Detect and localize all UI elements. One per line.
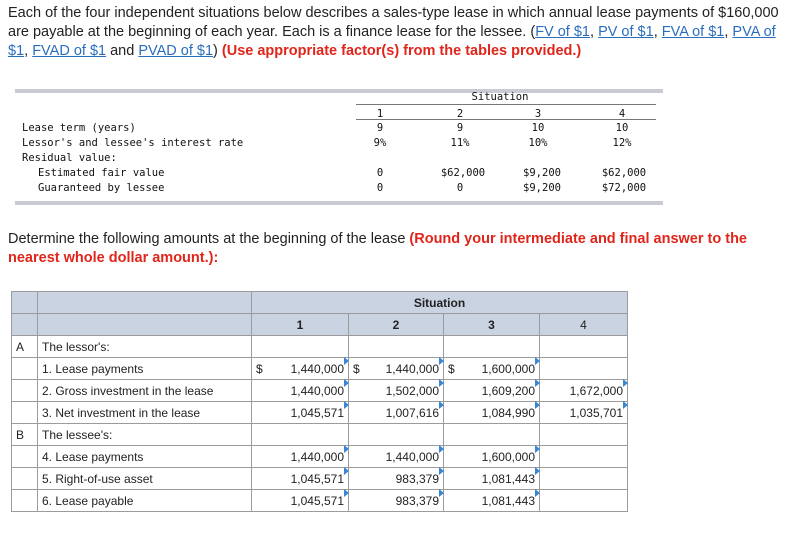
row-label: Estimated fair value: [38, 167, 165, 179]
row-label: Lessor's and lessee's interest rate: [22, 137, 244, 149]
grid-col-header: 4: [540, 314, 628, 336]
grid-col-header: 3: [444, 314, 540, 336]
col-header: 2: [456, 108, 464, 120]
cell: 9: [456, 122, 464, 134]
grid-col-header: 2: [349, 314, 444, 336]
section-title: The lessee's:: [38, 424, 252, 446]
section-title: The lessor's:: [38, 336, 252, 358]
link-pvad[interactable]: PVAD of $1: [138, 43, 214, 59]
grid-col-header: 1: [252, 314, 349, 336]
answer-input[interactable]: 1,609,200: [444, 380, 540, 402]
link-fvad[interactable]: FVAD of $1: [32, 43, 107, 59]
cell: 10: [615, 122, 629, 134]
cell: 9%: [373, 137, 387, 149]
grid-situation-header: Situation: [252, 292, 628, 314]
link-pva[interactable]: PVA of $1: [8, 24, 776, 59]
col-header: 3: [534, 108, 542, 120]
row-label: 2. Gross investment in the lease: [38, 380, 252, 402]
cell: $9,200: [523, 182, 561, 194]
situation-header: Situation: [471, 91, 529, 103]
row-label: 1. Lease payments: [38, 358, 252, 380]
cell: $62,000: [601, 167, 647, 179]
cell: 10: [531, 122, 545, 134]
answer-input[interactable]: 1,672,000: [540, 380, 628, 402]
cell: 10%: [528, 137, 548, 149]
answer-input[interactable]: 983,379: [349, 490, 444, 512]
row-label: 5. Right-of-use asset: [38, 468, 252, 490]
answer-input[interactable]: 1,007,616: [349, 402, 444, 424]
table-top-band: [15, 89, 663, 93]
col-header: 1: [376, 108, 384, 120]
section-letter: B: [12, 424, 38, 446]
row-label: 3. Net investment in the lease: [38, 402, 252, 424]
row-label: Lease term (years): [22, 122, 136, 134]
answer-input[interactable]: 1,502,000: [349, 380, 444, 402]
cell: $72,000: [601, 182, 647, 194]
header-rule: [356, 104, 656, 105]
answer-input[interactable]: 1,440,000: [252, 380, 349, 402]
link-fva[interactable]: FVA of $1: [661, 24, 725, 40]
answer-input[interactable]: 1,045,571: [252, 490, 349, 512]
answer-input[interactable]: 1,440,000: [252, 446, 349, 468]
header-rule: [356, 119, 656, 120]
answer-grid: [11, 291, 628, 512]
cell: 0: [376, 182, 384, 194]
answer-input[interactable]: 1,081,443: [444, 490, 540, 512]
answer-input[interactable]: $ 1,600,000: [444, 358, 540, 380]
row-label: Residual value:: [22, 152, 117, 164]
answer-input[interactable]: 1,084,990: [444, 402, 540, 424]
intro-instruction: (Use appropriate factor(s) from the tables provided.): [221, 43, 582, 59]
answer-input[interactable]: $ 1,440,000: [349, 358, 444, 380]
question-instruction: (Round your intermediate and final answer to the nearest whole dollar amount.):: [8, 231, 747, 266]
section-letter: A: [12, 336, 38, 358]
cell: 0: [456, 182, 464, 194]
intro-text: Each of the four independent situations below describes a sales-type lease in which annual lease payments of $160,000 are payable at the beginning of each year. Each is a finance lease for the lessee. (: [8, 5, 779, 40]
row-label: 4. Lease payments: [38, 446, 252, 468]
answer-input[interactable]: 1,081,443: [444, 468, 540, 490]
cell: 0: [376, 167, 384, 179]
row-label: 6. Lease payable: [38, 490, 252, 512]
cell: $9,200: [523, 167, 561, 179]
cell: 11%: [450, 137, 470, 149]
answer-input[interactable]: 1,440,000: [349, 446, 444, 468]
link-fv[interactable]: FV of $1: [535, 24, 590, 40]
cell: $62,000: [440, 167, 486, 179]
answer-input[interactable]: 1,035,701: [540, 402, 628, 424]
cell: 9: [376, 122, 384, 134]
table-bottom-band: [15, 201, 663, 205]
col-header: 4: [618, 108, 626, 120]
answer-input[interactable]: $ 1,440,000: [252, 358, 349, 380]
answer-input[interactable]: 983,379: [349, 468, 444, 490]
link-pv[interactable]: PV of $1: [598, 24, 654, 40]
intro-paragraph: Each of the four independent situations below describes a sales-type lease in which annual lease payments of $160,000 are payable at the beginning of each year. Each is a finance lease for the lessee. (FV of $1, PV of $1, FVA of $1, PVA of $1, FVAD of $1 and PVAD of $1) (Use appropriate factor(s) from the tables provided.): [8, 5, 779, 59]
answer-input[interactable]: 1,045,571: [252, 402, 349, 424]
answer-input[interactable]: 1,045,571: [252, 468, 349, 490]
row-label: Guaranteed by lessee: [38, 182, 165, 194]
question-paragraph: Determine the following amounts at the beginning of the lease (Round your intermediate and final answer to the nearest whole dollar amount.):: [8, 231, 747, 266]
answer-input[interactable]: 1,600,000: [444, 446, 540, 468]
cell: 12%: [612, 137, 632, 149]
